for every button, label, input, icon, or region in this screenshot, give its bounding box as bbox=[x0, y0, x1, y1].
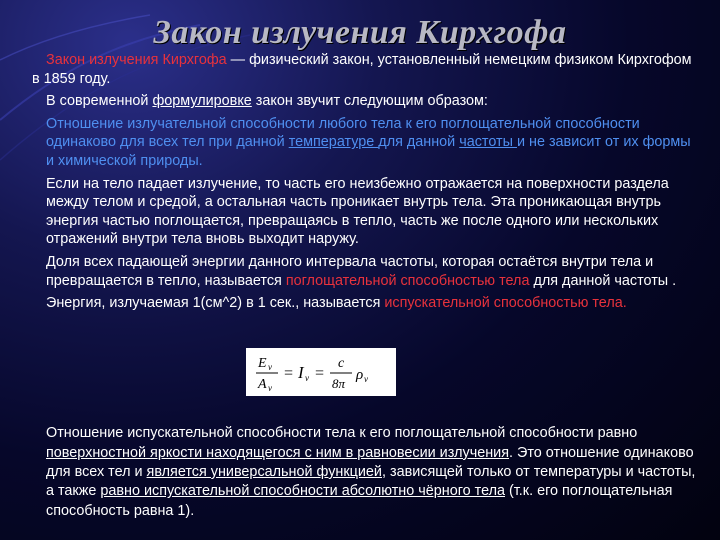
paragraph-emissivity: Энергия, излучаемая 1(см^2) в 1 сек., называется испускательной способностью тела. bbox=[46, 295, 627, 312]
svg-text:ν: ν bbox=[364, 374, 368, 384]
paragraph-absorptivity: Доля всех падающей энергии данного интервала частоты, которая остаётся внутри тела и превращается в тепло, называется поглощательной способностью тела для данной частоты . bbox=[46, 253, 677, 289]
svg-text:ν: ν bbox=[268, 383, 272, 393]
slide-content bbox=[32, 51, 692, 317]
svg-text:ν: ν bbox=[305, 373, 309, 383]
kirchhoff-formula bbox=[246, 348, 396, 396]
paragraph-law-statement: Отношение излучательной способности любого тела к его поглощательной способности одинаково для всех тел при данной температуре для данной частоты и не зависит от их формы и химической природы. bbox=[46, 115, 691, 169]
slide-title: Закон излучения Кирхгофа bbox=[153, 14, 567, 51]
link-temperature[interactable]: температуре bbox=[288, 134, 379, 151]
paragraph-radiation: Если на тело падает излучение, то часть его неизбежно отражается на поверхности раздела между телом и средой, а остальная часть проникает внутрь тела. Эта проникающая внутрь энергия частью поглощается, превращаясь в тепло, часть же после одного или нескольких отражений внутри тела вновь выходит наружу. bbox=[46, 175, 669, 248]
paragraph-intro: Закон излучения Кирхгофа — физический закон, установленный немецким физиком Кирхгофом в 1859 году. bbox=[32, 52, 692, 87]
svg-text:ν: ν bbox=[268, 362, 272, 372]
svg-text:=: = bbox=[283, 365, 294, 382]
link-surface-brightness[interactable]: поверхностной яркости находящегося с ним в равновесии излучения bbox=[46, 444, 510, 461]
link-formulation[interactable]: формулировке bbox=[152, 93, 252, 110]
formula-lhs-denominator: A bbox=[258, 377, 267, 392]
link-frequency[interactable]: частоты bbox=[459, 134, 517, 151]
link-black-body[interactable]: равно испускательной способности абсолютно чёрного тела bbox=[100, 483, 506, 500]
formula-density: ρ bbox=[356, 367, 364, 383]
svg-text:=: = bbox=[314, 365, 325, 382]
paragraph-conclusion: Отношение испускательной способности тела к его поглощательной способности равно поверхностной яркости находящегося с ним в равновесии излучения. Это отношение одинаково для всех тел и является универсальной функцией, зависящей только от температуры и частоты, а также равно испускательной способности абсолютно чёрного тела (т.к. его поглощательная способность равна 1). bbox=[46, 425, 696, 519]
formula-intensity: I bbox=[298, 363, 304, 382]
formula-rhs-numerator: c bbox=[338, 356, 345, 371]
term-emissivity: испускательной способностью тела. bbox=[384, 295, 627, 312]
paragraph-formulation: В современной формулировке закон звучит следующим образом: bbox=[46, 93, 488, 110]
term-absorptivity: поглощательной способностью тела bbox=[285, 272, 530, 289]
formula-rhs-denominator: 8π bbox=[332, 376, 346, 391]
formula-lhs-numerator: E bbox=[258, 356, 267, 371]
link-universal-function[interactable]: является универсальной функцией bbox=[146, 463, 382, 480]
law-term: Закон излучения Кирхгофа bbox=[46, 52, 227, 68]
